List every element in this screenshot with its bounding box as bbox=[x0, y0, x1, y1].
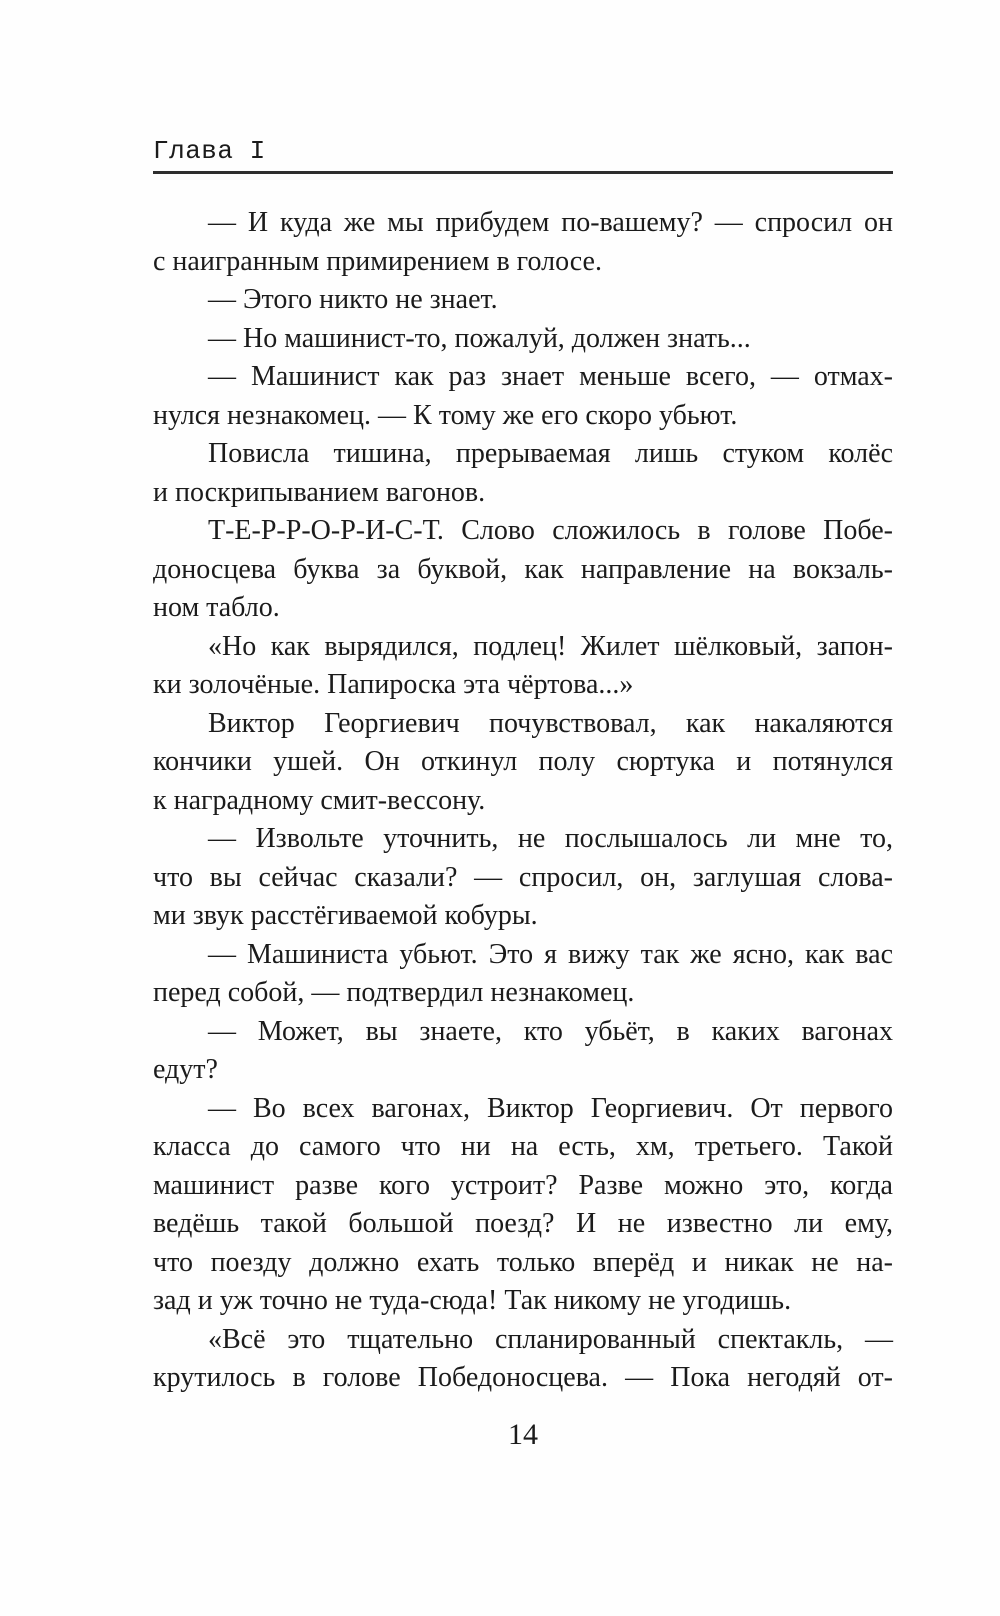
text-line: машинист разве кого устроит? Разве можно это, когда bbox=[153, 1169, 893, 1201]
text-line: Т-Е-Р-Р-О-Р-И-С-Т. Слово сложилось в голове Побе- bbox=[208, 515, 893, 546]
text-line: кончики ушей. Он откинул полу сюртука и потянулся bbox=[153, 746, 893, 777]
text-line: — Извольте уточнить, не послышалось ли мне то, bbox=[208, 823, 893, 854]
text-line: «Но как вырядился, подлец! Жилет шёлковый, запон- bbox=[208, 630, 893, 662]
chapter-title: Глава I bbox=[153, 136, 266, 166]
text-line: ном табло. bbox=[153, 592, 280, 623]
text-line: едут? bbox=[153, 1054, 218, 1085]
text-line: — Машиниста убьют. Это я вижу так же ясно, как вас bbox=[208, 938, 893, 970]
text-line: ведёшь такой большой поезд? И не известно ли ему, bbox=[153, 1208, 893, 1239]
text-line: крутилось в голове Победоносцева. — Пока негодяй от- bbox=[153, 1362, 893, 1393]
text-line: что вы сейчас сказали? — спросил, он, заглушая слова- bbox=[153, 861, 893, 893]
text-line: класса до самого что ни на есть, хм, третьего. Такой bbox=[153, 1131, 893, 1162]
text-line: с наигранным примирением в голосе. bbox=[153, 245, 602, 277]
page-text bbox=[153, 204, 893, 1398]
chapter-header bbox=[153, 138, 893, 174]
text-line: ми звук расстёгиваемой кобуры. bbox=[153, 900, 538, 931]
text-line: — Во всех вагонах, Виктор Георгиевич. От первого bbox=[208, 1092, 893, 1124]
text-line: перед собой, — подтвердил незнакомец. bbox=[153, 977, 635, 1008]
text-line: зад и уж точно не туда-сюда! Так никому не угодишь. bbox=[153, 1285, 792, 1316]
text-line: «Всё это тщательно спланированный спектакль, — bbox=[208, 1323, 893, 1355]
text-line: что поезду должно ехать только вперёд и никак не на- bbox=[153, 1246, 893, 1278]
text-line: — Но машинист-то, пожалуй, должен знать... bbox=[208, 322, 751, 354]
text-line: Повисла тишина, прерываемая лишь стуком колёс bbox=[208, 438, 893, 469]
text-line: доносцева буква за буквой, как направление на вокзаль- bbox=[153, 553, 893, 585]
page-number: 14 bbox=[508, 1418, 538, 1451]
text-line: — И куда же мы прибудем по-вашему? — спросил он bbox=[208, 207, 893, 238]
text-line: — Может, вы знаете, кто убьёт, в каких вагонах bbox=[208, 1015, 893, 1047]
text-line: — Этого никто не знает. bbox=[208, 284, 498, 315]
text-line: нулся незнакомец. — К тому же его скоро убьют. bbox=[153, 399, 738, 431]
text-line: ки золочёные. Папироска эта чёртова...» bbox=[153, 669, 634, 700]
text-line: к наградному смит-вессону. bbox=[153, 784, 486, 816]
text-line: Виктор Георгиевич почувствовал, как накаляются bbox=[208, 707, 893, 739]
text-line: и поскрипыванием вагонов. bbox=[153, 476, 486, 508]
text-line: — Машинист как раз знает меньше всего, — отмах- bbox=[208, 361, 893, 392]
